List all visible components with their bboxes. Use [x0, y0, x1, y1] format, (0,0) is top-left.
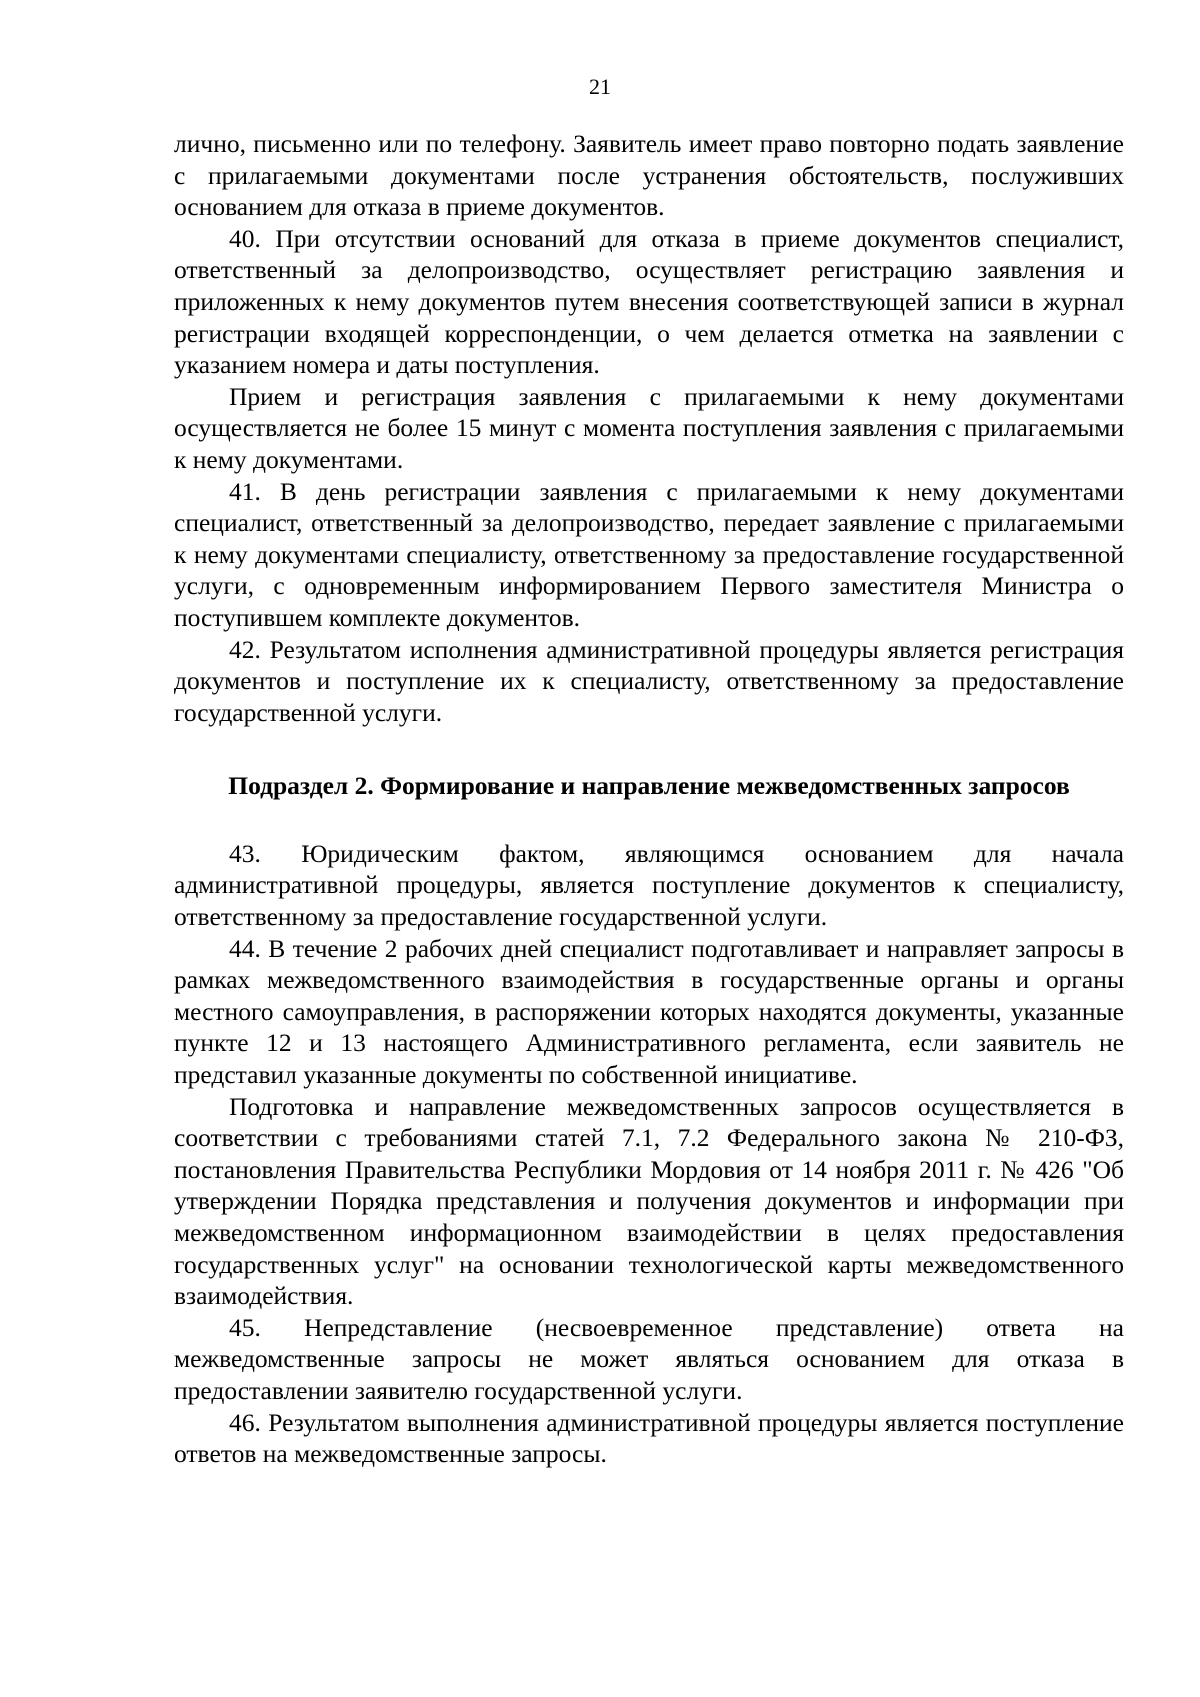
paragraph-44: 44. В течение 2 рабочих дней специалист подготавливает и направляет запросы в рамках межведомственного взаимодействия в государственные органы и органы местного самоуправления, в распоряжении которых находятся документы, указанные пункте 12 и 13 настоящего Административного регламента, если заявитель не представил указанные документы по собственной инициативе.	[174, 933, 1124, 1090]
paragraph-45: 45. Непредставление (несвоевременное представление) ответа на межведомственные запросы не может являться основанием для отказа в предоставлении заявителю государственной услуги.	[174, 1312, 1124, 1405]
page-number: 21	[589, 74, 611, 99]
document-body	[174, 128, 1124, 1470]
paragraph-registration-time: Прием и регистрация заявления с прилагаемыми к нему документами осуществляется не более 15 минут с момента поступления заявления с прилагаемыми к нему документами.	[174, 381, 1124, 474]
paragraph-requests-preparation: Подготовка и направление межведомственных запросов осуществляется в соответствии с требованиями статей 7.1, 7.2 Федерального закона № 210-ФЗ, постановления Правительства Республики Мордовия от 14 ноября 2011 г. № 426 "Об утверждении Порядка представления и получения документов и информации при межведомственном информационном взаимодействии в целях предоставления государственных услуг" на основании технологической карты межведомственного взаимодействия.	[174, 1091, 1124, 1311]
paragraph-40: 40. При отсутствии оснований для отказа в приеме документов специалист, ответственный за делопроизводство, осуществляет регистрацию заявления и приложенных к нему документов путем внесения соответствующей записи в журнал регистрации входящей корреспонденции, о чем делается отметка на заявлении с указанием номера и даты поступления.	[174, 223, 1124, 380]
paragraph-43: 43. Юридическим фактом, являющимся основанием для начала административной процедуры, является поступление документов к специалисту, ответственному за предоставление государственной услуги.	[174, 838, 1124, 932]
paragraph-42: 42. Результатом исполнения административной процедуры является регистрация документов и поступление их к специалисту, ответственному за предоставление государственной услуги.	[174, 634, 1124, 727]
paragraph-continuation: лично, письменно или по телефону. Заявитель имеет право повторно подать заявление с прилагаемыми документами после устранения обстоятельств, послуживших основанием для отказа в приеме документов.	[174, 129, 1124, 222]
paragraph-41: 41. В день регистрации заявления с прилагаемыми к нему документами специалист, ответственный за делопроизводство, передает заявление с прилагаемыми к нему документами специалисту, ответственному за предоставление государственной услуги, с одновременным информированием Первого заместителя Министра о поступившем комплекте документов.	[174, 476, 1124, 632]
subsection-heading: Подраздел 2. Формирование и направление межведомственных запросов	[228, 771, 1070, 801]
paragraph-46: 46. Результатом выполнения административной процедуры является поступление ответов на межведомственные запросы.	[174, 1407, 1124, 1469]
